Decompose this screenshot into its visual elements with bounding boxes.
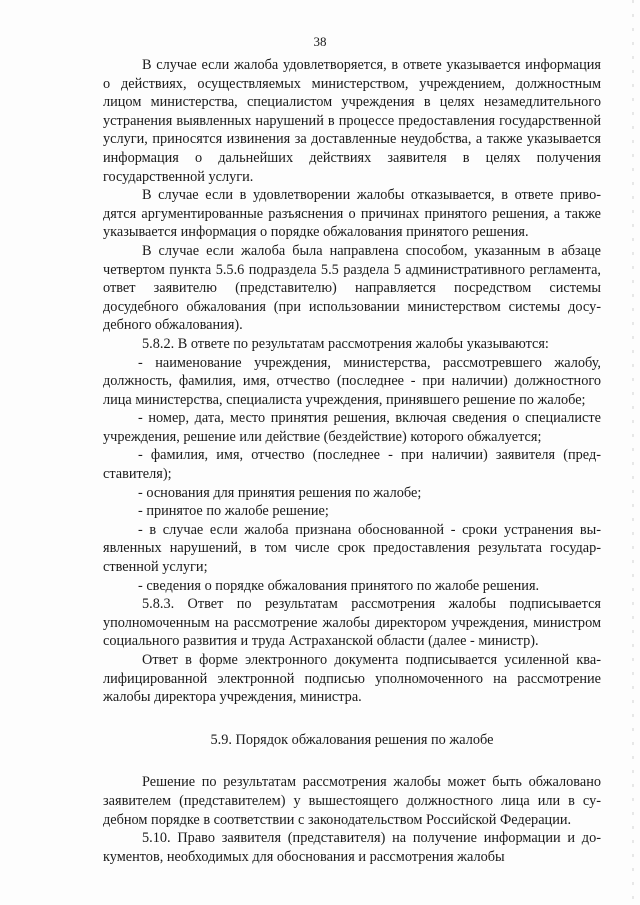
list-item-applicant-name: - фамилия, имя, отчество (последнее - при наличии) заявителя (представителя); (103, 447, 601, 483)
paragraph-pretrial-system-reply: В случае если жалоба была направлена способом, указанным в абзаце четвертом пункта 5.5.6 подраздела 5.5 раздела 5 административного регламента, ответ заявителю (представителю) направляется посредством системы досудебного обжалования (при использовании министерством системы досудебного обжалования). (103, 242, 601, 334)
section-heading-5-9: 5.9. Порядок обжалования решения по жалобе (210, 731, 494, 748)
list-item-institution-name: - наименование учреждения, министерства, рассмотревшего жалобу, должность, фамилия, имя, отчество (последнее - при наличии) должностного лица министерства, специалиста учреждения, принявшего решение по жалобе; (103, 354, 601, 408)
list-item-decision-number-date: - номер, дата, место принятия решения, включая сведения о специалисте учреждения, решение или действие (бездействие) которого обжалуется; (103, 410, 601, 445)
list-item-violation-deadlines: - в случае если жалоба признана обоснованной - сроки устранения выявленных нарушений, в том числе срок предоставления результата государственной услуги; (103, 521, 601, 576)
paragraph-complaint-rejected: В случае если в удовлетворении жалобы отказывается, в ответе приводятся аргументированные разъяснения о причинах принятого решения, а также указывается информация о порядке обжалования принятого решения. (103, 187, 601, 241)
list-item-decision-grounds: - основания для принятия решения по жалобе; (138, 484, 422, 501)
section-heading-5-10: 5.10. Право заявителя (представителя) на получение информации и документов, необходимых для обоснования и рассмотрения жалобы (103, 830, 601, 865)
document-body (103, 56, 601, 866)
paragraph-electronic-signature: Ответ в форме электронного документа подписывается усиленной квалифицированной электронной подписью уполномоченного на рассмотрение жалобы директора учреждения, министра. (103, 652, 601, 706)
page-number: 38 (313, 34, 327, 49)
list-item-appeal-procedure: - сведения о порядке обжалования принятого по жалобе решения. (138, 577, 540, 594)
paragraph-5-8-2: 5.8.2. В ответе по результатам рассмотрения жалобы указываются: (142, 335, 549, 352)
scan-edge-artifact (632, 0, 634, 905)
paragraph-complaint-satisfied: В случае если жалоба удовлетворяется, в ответе указывается информация о действиях, осуществляемых министерством, учреждением, должностным лицом министерства, специалистом учреждения в целях незамедлительного устранения выявленных нарушений в процессе предоставления государственной услуги, приносятся извинения за доставленные неудобства, а также указывается информация о дальнейших действиях заявителя в целях получения государственной услуги. (103, 57, 601, 185)
paragraph-5-8-3: 5.8.3. Ответ по результатам рассмотрения жалобы подписывается уполномоченным на рассмотрение жалобы директором учреждения, министром социального развития и труда Астраханской области (далее - министр). (103, 596, 601, 650)
paragraph-appeal-of-decision: Решение по результатам рассмотрения жалобы может быть обжаловано заявителем (представителем) у вышестоящего должностного лица или в судебном порядке в соответствии с законодательством Российской Федерации. (103, 774, 601, 828)
list-item-decision-taken: - принятое по жалобе решение; (138, 503, 329, 520)
